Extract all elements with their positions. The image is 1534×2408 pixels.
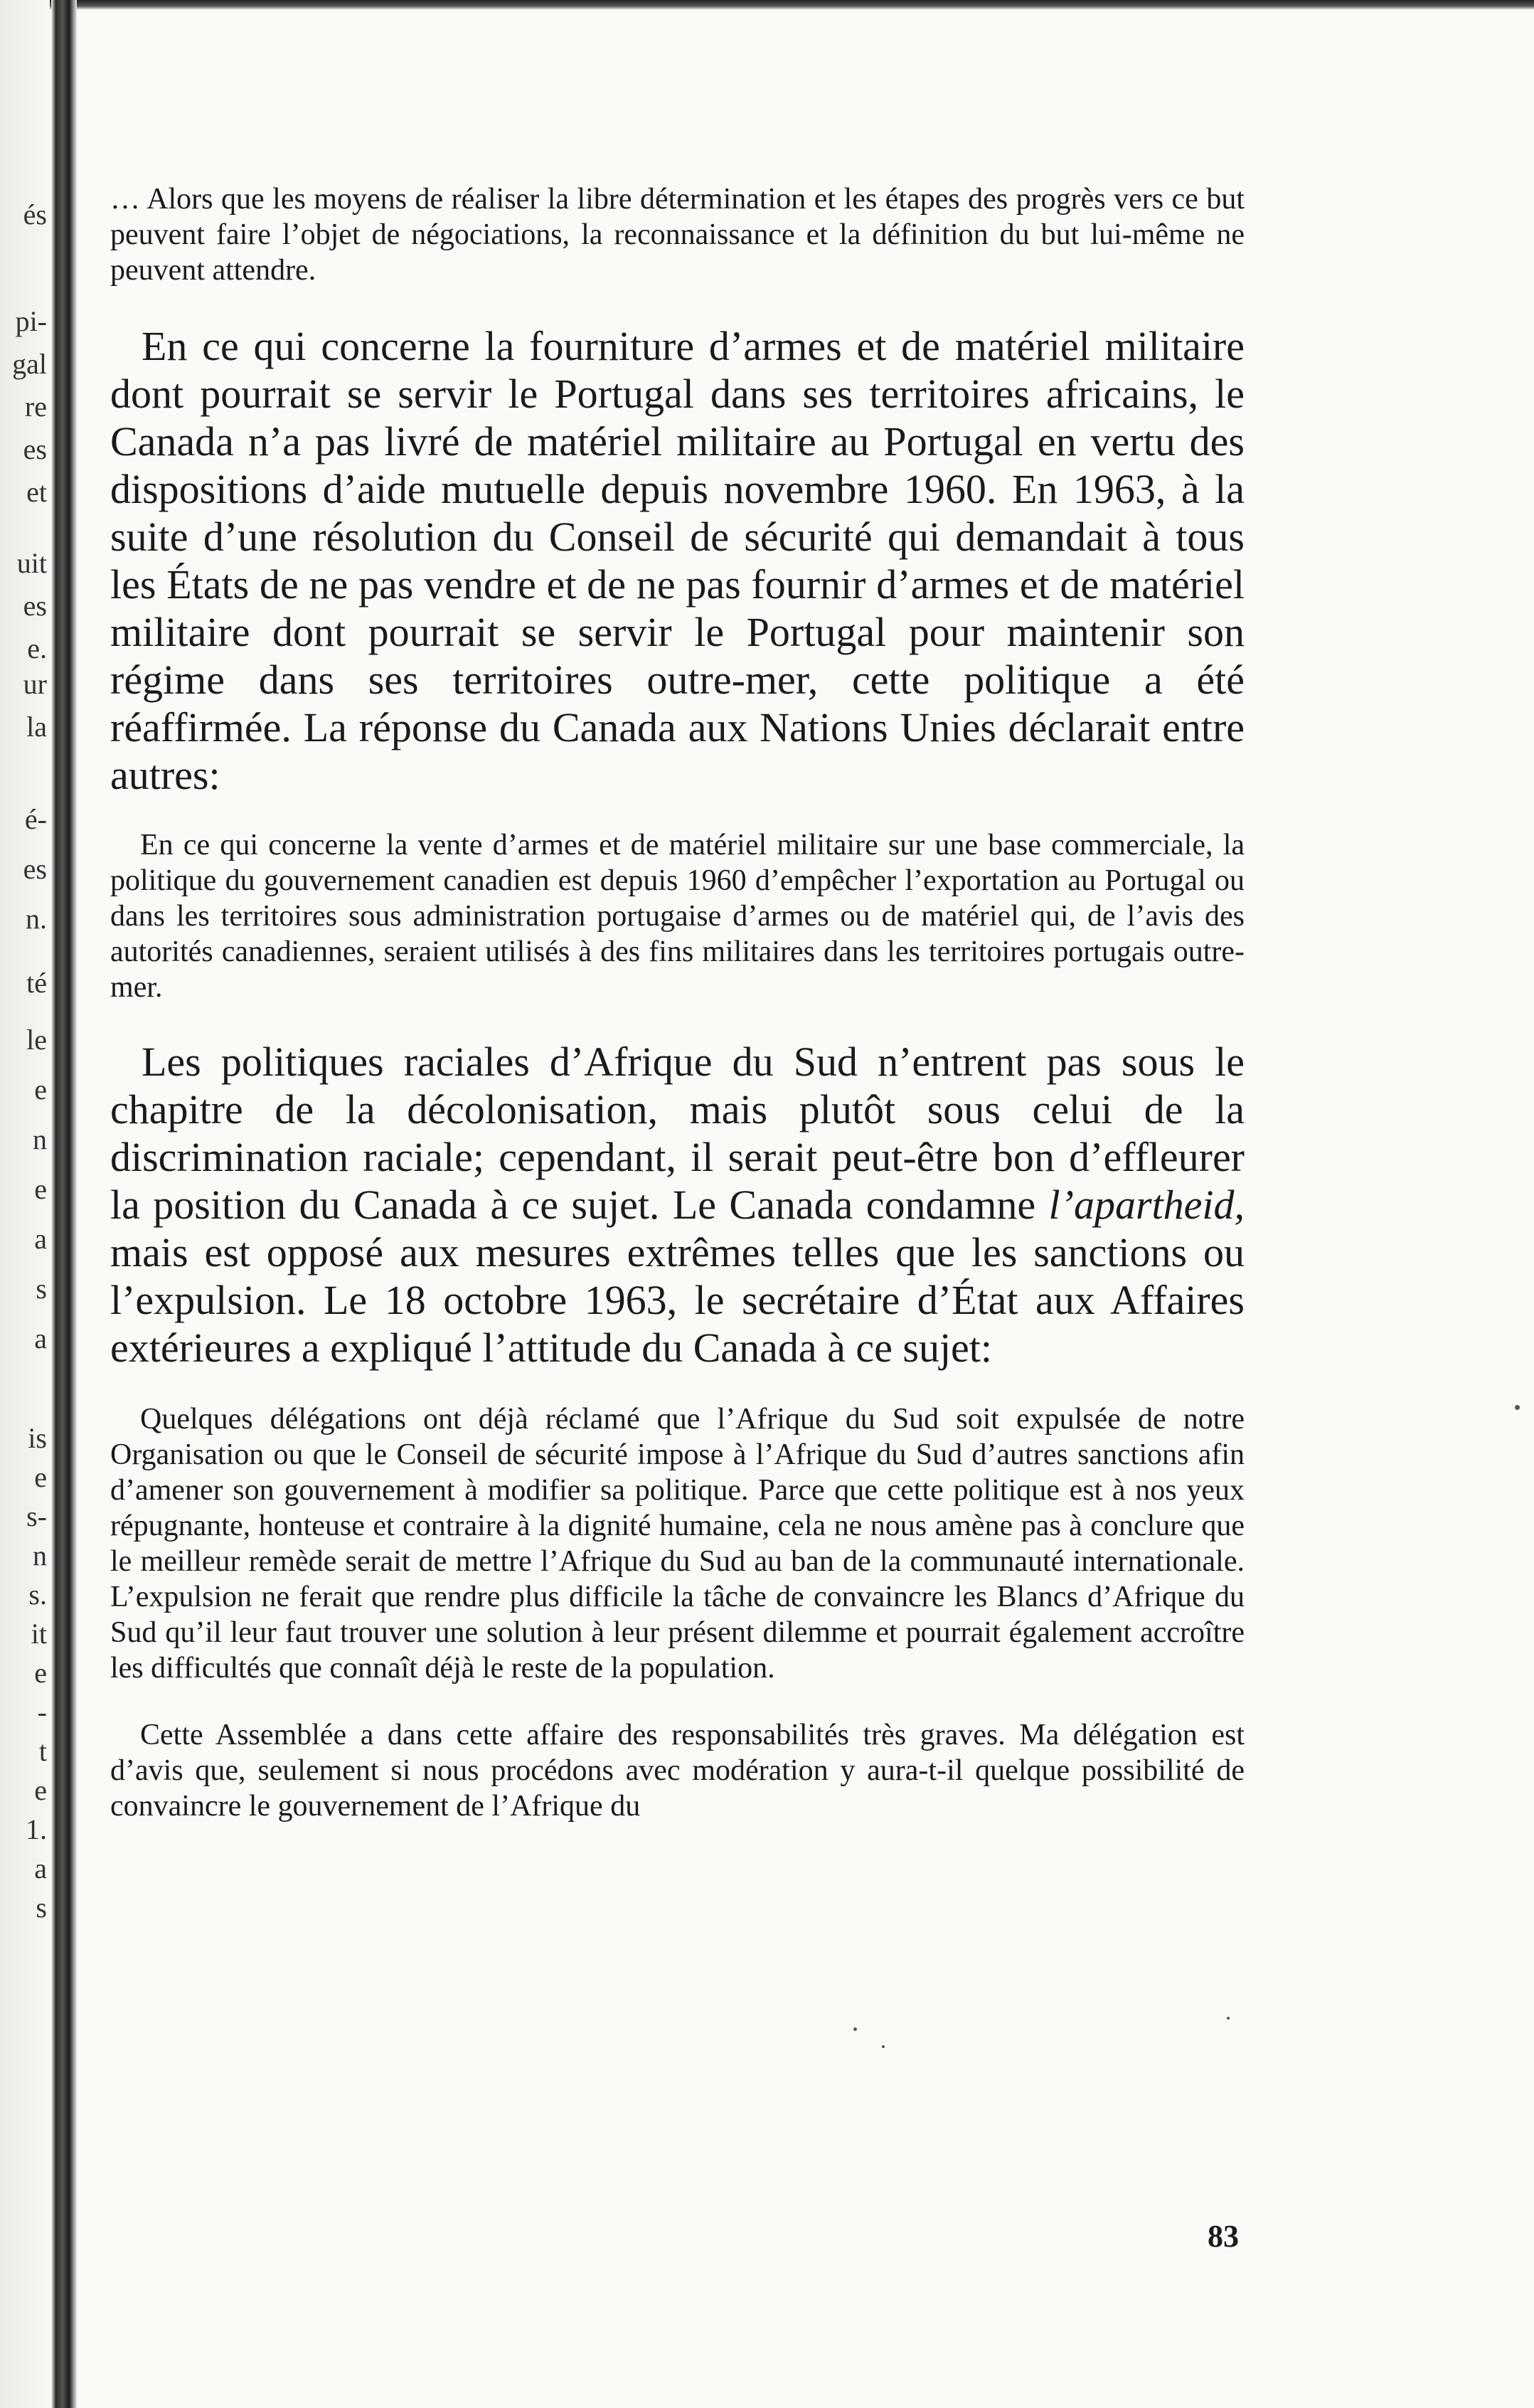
fragment: es [23,590,47,622]
fragment: e [34,1073,47,1105]
fragment: e [34,1774,47,1806]
fragment: re [24,391,47,423]
fragment: et [26,476,47,508]
fragment: e [34,1173,47,1205]
fragment: a [34,1223,47,1255]
fragment: n. [26,903,47,935]
fragment: té [26,967,47,999]
speck [1227,2017,1230,2020]
fragment: e [34,1461,47,1493]
fragment: is [28,1422,47,1454]
fragment: es [23,853,47,885]
fragment: t [38,1735,47,1767]
quote-arms: En ce qui concerne la vente d’armes et de matériel militaire sur une base commerciale, la politique du gouvernement canadien est depuis 1960 d’empêcher l’exportation au Portugal ou dans les territoires sous administration portugaise d’armes ou de matériel qui, de l’avis des autorités canadiennes, seraient utilisés à des fins militaires dans les territoires portugais outre-mer. [110,829,1245,1004]
page-number: 83 [1208,2219,1239,2254]
paragraph-apartheid [110,1038,1245,1372]
fragment: é- [24,803,47,835]
quote-assembly: Cette Assemblée a dans cette affaire des responsabilités très graves. Ma délégation est d’avis que, seulement si nous procédons avec modération y aura-t-il quelque possibilité de convaincre le gouvernement de l’Afrique du [110,1719,1245,1823]
fragment: a [34,1322,47,1354]
paragraph-apartheid-end: mais est opposé aux mesures extrêmes telles que les sanctions ou l’expulsion. Le 18 octobre 1963, le secrétaire d’État aux Affaires extérieures a expliqué l’attitude du Canada à ce sujet: [110,1229,1245,1371]
fragment: le [26,1024,47,1056]
apartheid-term: l’apartheid, [1048,1182,1245,1228]
paragraph-apartheid-start: Les politiques raciales d’Afrique du Sud n’entrent pas sous le chapitre de la décolonisation, mais plutôt sous celui de la discrimination raciale; cependant, il serait peut-être bon d’effleurer la position du Canada à ce sujet. Le Canada condamne [110,1039,1245,1228]
fragment: pi- [15,305,47,337]
fragment: e. [27,632,47,664]
fragment: la [26,711,47,743]
page-body [110,181,1245,1824]
fragment: és [23,198,47,230]
fragment: s [36,1273,47,1305]
fragment: ur [23,668,47,700]
intro-quote: … Alors que les moyens de réaliser la libre détermination et les étapes des progrès vers ce but peuvent faire l’objet de négociations, la reconnaissance et la définition du but lui-même ne peuvent attendre. [110,183,1245,287]
scan-top-edge [0,0,1534,10]
fragment: n [33,1123,47,1155]
fragment: n [33,1539,47,1571]
paragraph-arms: En ce qui concerne la fourniture d’armes et de matériel militaire dont pourrait se servir le Portugal dans ses territoires africains, le Canada n’a pas livré de matériel militaire au Portugal en vertu des dispositions d’aide mutuelle depuis novembre 1960. En 1963, à la suite d’une résolution du Conseil de sécurité qui demandait à tous les États de ne pas vendre et de ne pas fournir d’armes et de matériel militaire dont pourrait se servir le Portugal pour maintenir son régime dans ses territoires outre-mer, cette politique a été réaffirmée. La réponse du Canada aux Nations Unies déclarait entre autres: [110,323,1245,798]
fragment: a [34,1852,47,1884]
fragment: it [31,1618,47,1650]
fragment: s. [28,1579,47,1611]
speck [882,2045,885,2048]
fragment: es [23,433,47,465]
fragment: 1. [26,1813,47,1845]
fragment: e [34,1657,47,1689]
fragment: uit [16,547,47,579]
fragment: gal [12,348,47,380]
fragment: s [36,1892,47,1924]
speck [1515,1405,1520,1410]
speck [853,2027,857,2031]
fragment: - [37,1696,47,1728]
fragment: s- [26,1500,47,1532]
quote-expulsion: Quelques délégations ont déjà réclamé que l’Afrique du Sud soit expulsée de notre Organisation ou que le Conseil de sécurité impose à l’Afrique du Sud d’autres sanctions afin d’amener son gouvernement à modifier sa politique. Parce que cette politique est à nos yeux répugnante, honteuse et contraire à la dignité humaine, cela ne nous amène pas à conclure que le meilleur remède serait de mettre l’Afrique du Sud au ban de la communauté internationale. L’expulsion ne ferait que rendre plus difficile la tâche de convaincre les Blancs d’Afrique du Sud qu’il leur faut trouver une solution à leur présent dilemme et pourrait également accroître les difficultés que connaît déjà le reste de la population. [110,1403,1245,1685]
book-binding [51,0,77,2408]
